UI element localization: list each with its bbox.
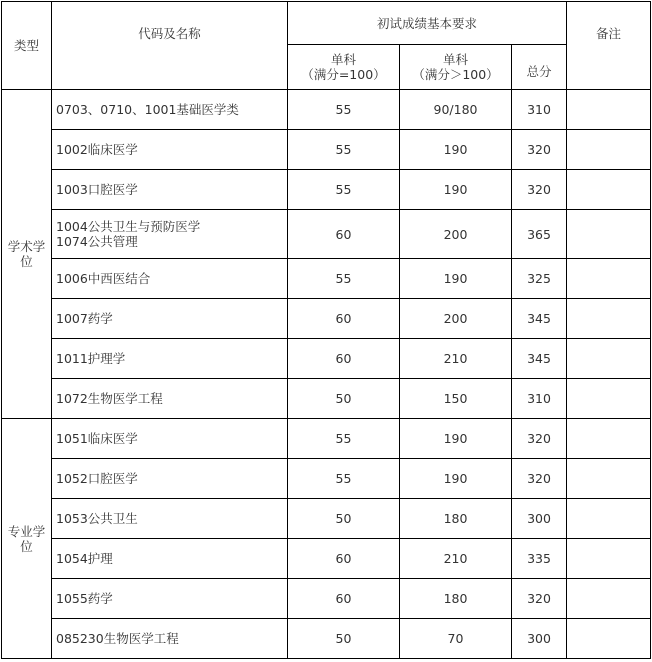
row-name: 1055药学 <box>52 579 288 619</box>
row-single-100: 60 <box>288 210 400 259</box>
header-type: 类型 <box>2 2 52 90</box>
row-remark <box>567 539 651 579</box>
group-type-professional: 专业学位 <box>2 419 52 659</box>
row-remark <box>567 619 651 659</box>
header-single-100-line1: 单科 <box>330 52 356 67</box>
row-total: 310 <box>512 90 567 130</box>
row-name: 1052口腔医学 <box>52 459 288 499</box>
row-name: 1002临床医学 <box>52 130 288 170</box>
row-single-gt100: 190 <box>400 259 512 299</box>
table-row <box>2 210 651 259</box>
row-single-gt100: 200 <box>400 210 512 259</box>
table-row <box>2 499 651 539</box>
row-remark <box>567 259 651 299</box>
row-total: 300 <box>512 499 567 539</box>
header-code-name: 代码及名称 <box>52 2 288 90</box>
row-remark <box>567 339 651 379</box>
row-total: 320 <box>512 419 567 459</box>
row-total: 310 <box>512 379 567 419</box>
table-row <box>2 579 651 619</box>
row-name: 1006中西医结合 <box>52 259 288 299</box>
row-name: 1072生物医学工程 <box>52 379 288 419</box>
row-single-100: 55 <box>288 130 400 170</box>
row-single-gt100: 90/180 <box>400 90 512 130</box>
table-row <box>2 539 651 579</box>
row-name: 085230生物医学工程 <box>52 619 288 659</box>
row-single-gt100: 210 <box>400 339 512 379</box>
row-remark <box>567 579 651 619</box>
header-single-gt100-line1: 单科 <box>442 52 468 67</box>
row-single-100: 60 <box>288 299 400 339</box>
row-single-gt100: 150 <box>400 379 512 419</box>
row-total: 335 <box>512 539 567 579</box>
table-row <box>2 459 651 499</box>
row-remark <box>567 499 651 539</box>
row-single-gt100: 70 <box>400 619 512 659</box>
row-single-100: 50 <box>288 619 400 659</box>
table-row <box>2 339 651 379</box>
header-single-gt100-line2: （满分＞100） <box>412 67 499 82</box>
table-row <box>2 299 651 339</box>
table-row <box>2 419 651 459</box>
row-single-100: 55 <box>288 259 400 299</box>
row-name <box>52 210 288 259</box>
row-single-100: 60 <box>288 579 400 619</box>
table-row <box>2 170 651 210</box>
row-remark <box>567 419 651 459</box>
row-single-gt100: 210 <box>400 539 512 579</box>
row-single-100: 50 <box>288 379 400 419</box>
table-row <box>2 379 651 419</box>
row-single-gt100: 190 <box>400 419 512 459</box>
row-total: 320 <box>512 579 567 619</box>
row-name: 1054护理 <box>52 539 288 579</box>
row-name-line1: 1004公共卫生与预防医学 <box>56 219 201 234</box>
row-name: 1051临床医学 <box>52 419 288 459</box>
row-single-100: 55 <box>288 459 400 499</box>
row-total: 320 <box>512 459 567 499</box>
row-name: 1007药学 <box>52 299 288 339</box>
row-single-100: 60 <box>288 539 400 579</box>
header-remark: 备注 <box>567 2 651 90</box>
row-single-gt100: 200 <box>400 299 512 339</box>
row-name-line2: 1074公共管理 <box>56 234 138 249</box>
row-single-gt100: 190 <box>400 130 512 170</box>
row-remark <box>567 90 651 130</box>
row-single-gt100: 180 <box>400 499 512 539</box>
row-remark <box>567 379 651 419</box>
table-row <box>2 619 651 659</box>
group-type-academic: 学术学位 <box>2 90 52 419</box>
row-remark <box>567 459 651 499</box>
row-total: 300 <box>512 619 567 659</box>
row-single-100: 55 <box>288 419 400 459</box>
row-single-100: 60 <box>288 339 400 379</box>
row-total: 320 <box>512 130 567 170</box>
row-total: 345 <box>512 339 567 379</box>
table-row <box>2 259 651 299</box>
row-total: 320 <box>512 170 567 210</box>
row-remark <box>567 170 651 210</box>
row-single-100: 55 <box>288 90 400 130</box>
header-single-gt100 <box>400 45 512 90</box>
table-row <box>2 90 651 130</box>
table-row <box>2 130 651 170</box>
row-single-100: 50 <box>288 499 400 539</box>
row-single-gt100: 180 <box>400 579 512 619</box>
row-remark <box>567 130 651 170</box>
row-total: 325 <box>512 259 567 299</box>
row-name: 1053公共卫生 <box>52 499 288 539</box>
row-name: 1003口腔医学 <box>52 170 288 210</box>
header-single-100-line2: （满分=100） <box>301 67 386 82</box>
row-total: 365 <box>512 210 567 259</box>
row-single-gt100: 190 <box>400 459 512 499</box>
row-single-100: 55 <box>288 170 400 210</box>
row-single-gt100: 190 <box>400 170 512 210</box>
header-total: 总分 <box>512 45 567 90</box>
row-total: 345 <box>512 299 567 339</box>
header-requirements: 初试成绩基本要求 <box>288 2 567 45</box>
row-remark <box>567 299 651 339</box>
header-single-100 <box>288 45 400 90</box>
row-name: 0703、0710、1001基础医学类 <box>52 90 288 130</box>
row-remark <box>567 210 651 259</box>
row-name: 1011护理学 <box>52 339 288 379</box>
score-requirements-table <box>1 1 651 659</box>
